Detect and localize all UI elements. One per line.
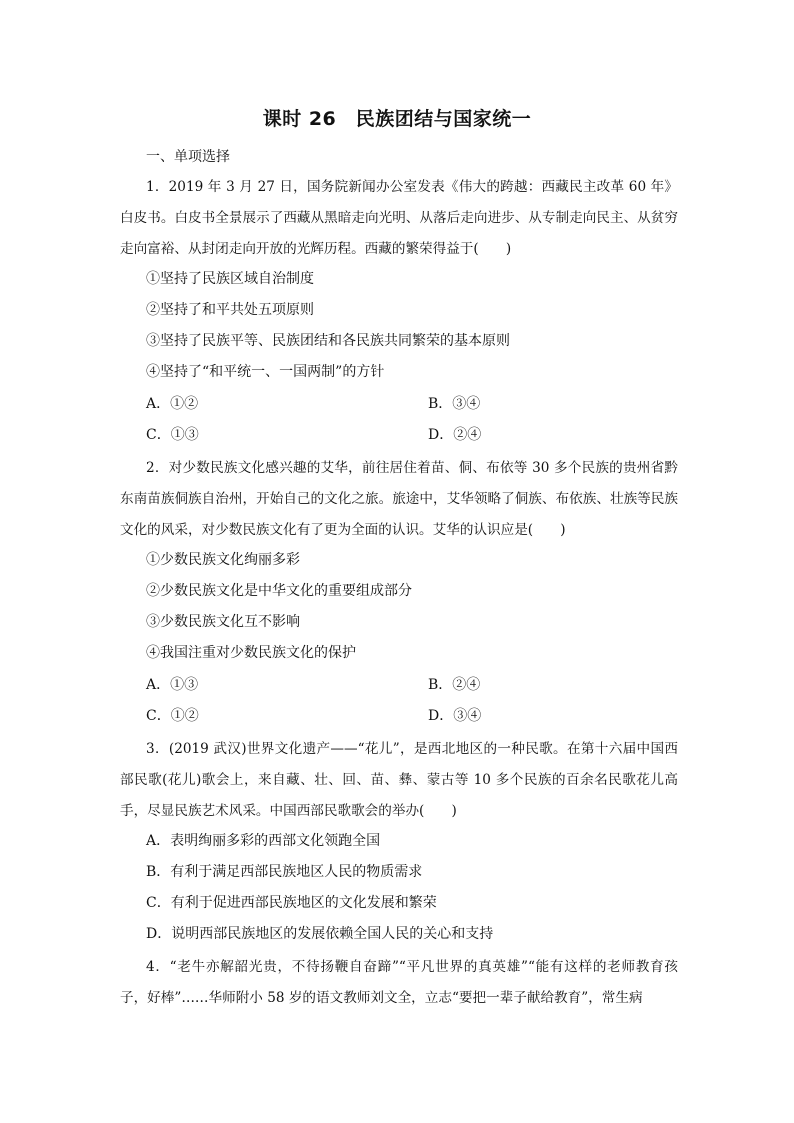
question-1-option-d: D．②④ (428, 427, 482, 443)
question-2-option-d: D．③④ (428, 708, 482, 724)
question-2-item-2: ②少数民族文化是中华文化的重要组成部分 (146, 583, 412, 599)
question-3-option-a: A．表明绚丽多彩的西部文化领跑全国 (146, 833, 381, 849)
question-4-stem: 4．“老牛亦解韶光贵，不待扬鞭自奋蹄”“平凡世界的真英雄”“能有这样的老师教育孩子，好棒”……华师附小 58 岁的语文教师刘文全，立志“要把一辈子献给教育”，常生病 (120, 959, 678, 1006)
question-3-stem: 3．(2019 武汉)世界文化遗产——“花儿”，是西北地区的一种民歌。在第十六届中国西部民歌(花儿)歌会上，来自藏、壮、回、苗、彝、蒙古等 10 多个民族的百余名民歌花儿高手，尽显民族艺术风采。中国西部民歌歌会的举办( ) (120, 741, 678, 819)
question-2-option-c: C．①② (146, 708, 199, 724)
question-3-option-b: B．有利于满足西部民族地区人民的物质需求 (146, 864, 423, 880)
question-2-stem: 2．对少数民族文化感兴趣的艾华，前往居住着苗、侗、布依等 30 多个民族的贵州省黔东南苗族侗族自治州，开始自己的文化之旅。旅途中，艾华领略了侗族、布依族、壮族等民族文化的风采，对少数民族文化有了更为全面的认识。艾华的认识应是( ) (120, 460, 678, 538)
section-heading: 一、单项选择 (146, 149, 230, 165)
question-1-item-1: ①坚持了民族区域自治制度 (146, 271, 314, 287)
question-2-item-4: ④我国注重对少数民族文化的保护 (146, 645, 356, 661)
question-2-option-b: B．②④ (428, 677, 481, 693)
question-1-option-a: A．①② (146, 396, 199, 412)
question-2-option-a: A．①③ (146, 677, 199, 693)
question-1-stem: 1．2019 年 3 月 27 日，国务院新闻办公室发表《伟大的跨越：西藏民主改革 60 年》白皮书。白皮书全景展示了西藏从黑暗走向光明、从落后走向进步、从专制走向民主、从贫穷走向富裕、从封闭走向开放的光辉历程。西藏的繁荣得益于( ) (120, 179, 678, 257)
page-title: 课时 26 民族团结与国家统一 (262, 108, 532, 130)
question-3-option-c: C．有利于促进西部民族地区的文化发展和繁荣 (146, 895, 437, 911)
question-1-option-b: B．③④ (428, 396, 481, 412)
question-1-item-3: ③坚持了民族平等、民族团结和各民族共同繁荣的基本原则 (146, 333, 510, 349)
question-1-item-4: ④坚持了“和平统一、一国两制”的方针 (146, 364, 385, 380)
question-1-option-c: C．①③ (146, 427, 199, 443)
question-2-item-1: ①少数民族文化绚丽多彩 (146, 552, 300, 568)
question-2-item-3: ③少数民族文化互不影响 (146, 614, 300, 630)
question-3-option-d: D．说明西部民族地区的发展依赖全国人民的关心和支持 (146, 926, 494, 942)
question-1-item-2: ②坚持了和平共处五项原则 (146, 302, 314, 318)
